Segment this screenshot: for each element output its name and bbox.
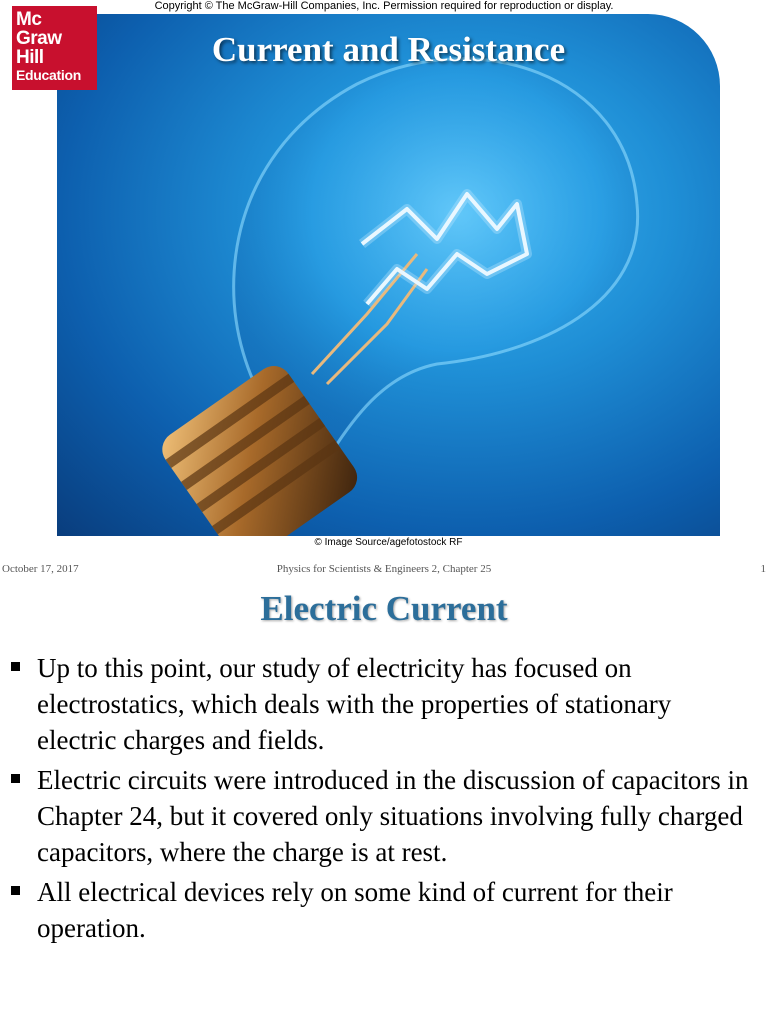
list-item: [8, 762, 753, 870]
footer-page-number: 1: [760, 563, 766, 575]
image-credit: © Image Source/agefotostock RF: [314, 537, 463, 548]
bullet-list: [8, 650, 753, 950]
bullet-text: All electrical devices rely on some kind of current for their operation.: [37, 877, 673, 943]
mcgraw-hill-logo: [12, 6, 97, 90]
slide-title: Current and Resistance: [211, 30, 566, 69]
bullet-text: Up to this point, our study of electricity has focused on electrostatics, which deals with the properties of stationary electric charges and fields.: [37, 653, 672, 755]
bullet-square-icon: [11, 886, 20, 895]
logo-line-3: Hill: [16, 47, 44, 68]
logo-line-1: Mc: [16, 9, 42, 30]
list-item: [8, 650, 753, 758]
footer-date: October 17, 2017: [2, 563, 79, 575]
bullet-square-icon: [11, 662, 20, 671]
light-bulb-photo: [57, 14, 720, 536]
light-bulb-illustration: [57, 14, 720, 536]
slide-footer: [0, 563, 768, 577]
copyright-notice: Copyright © The McGraw-Hill Companies, Inc. Permission required for reproduction or display.: [154, 0, 614, 12]
logo-line-2: Graw: [16, 28, 62, 49]
logo-line-4: Education: [16, 67, 81, 83]
section-heading: Electric Current: [260, 589, 508, 628]
bullet-text: Electric circuits were introduced in the discussion of capacitors in Chapter 24, but it covered only situations involving fully charged capacitors, where the charge is at rest.: [37, 765, 749, 867]
bullet-square-icon: [11, 774, 20, 783]
footer-course: Physics for Scientists & Engineers 2, Chapter 25: [276, 563, 492, 575]
list-item: [8, 874, 753, 946]
